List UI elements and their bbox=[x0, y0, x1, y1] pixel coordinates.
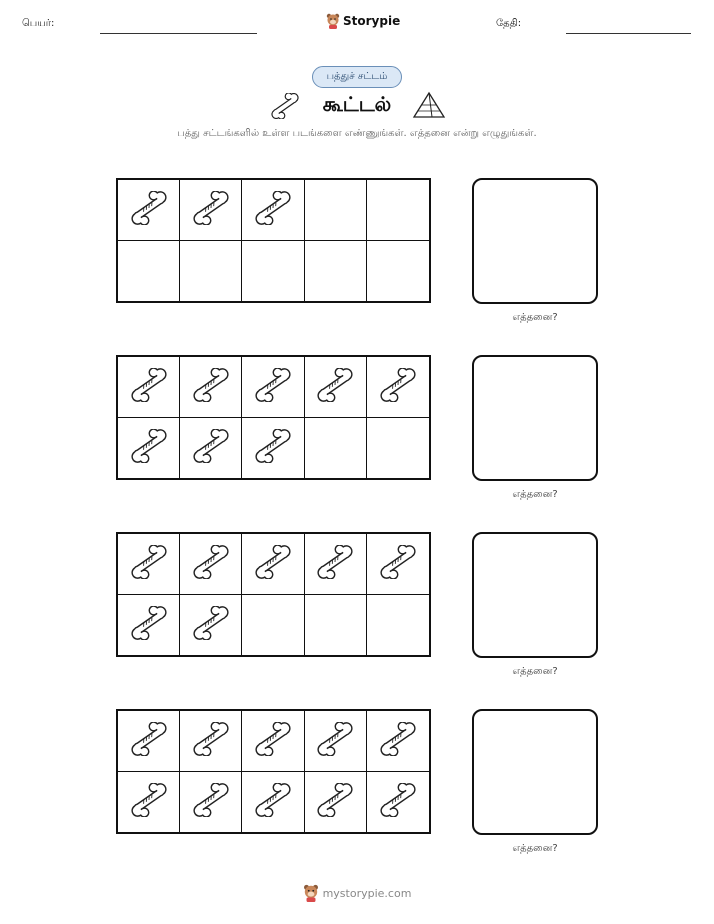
bear-logo-icon bbox=[303, 884, 319, 902]
bone-icon bbox=[127, 368, 171, 406]
bone-icon bbox=[189, 368, 233, 406]
answer-box-2[interactable] bbox=[472, 355, 598, 481]
bone-icon bbox=[189, 545, 233, 583]
frame-cell bbox=[180, 241, 242, 302]
frame-cell bbox=[118, 180, 180, 241]
bone-icon bbox=[189, 722, 233, 760]
frame-cell bbox=[180, 534, 242, 595]
bone-icon bbox=[189, 429, 233, 467]
title-row bbox=[0, 90, 714, 122]
frame-cell bbox=[305, 534, 367, 595]
bone-icon bbox=[189, 191, 233, 229]
bone-icon bbox=[251, 783, 295, 821]
frame-cell bbox=[180, 772, 242, 833]
frame-cell bbox=[118, 595, 180, 656]
frame-cell bbox=[367, 534, 429, 595]
frame-cell bbox=[367, 180, 429, 241]
answer-label-2: எத்தனை? bbox=[512, 489, 558, 500]
bone-icon bbox=[127, 783, 171, 821]
ten-frame-2 bbox=[116, 355, 431, 480]
frame-cell bbox=[367, 711, 429, 772]
brand bbox=[326, 13, 400, 29]
frame-cell bbox=[367, 357, 429, 418]
bone-icon bbox=[251, 722, 295, 760]
answer-box-3[interactable] bbox=[472, 532, 598, 658]
frame-cell bbox=[180, 595, 242, 656]
frame-cell bbox=[118, 772, 180, 833]
bone-icon bbox=[376, 722, 420, 760]
frame-cell bbox=[180, 180, 242, 241]
date-label: தேதி: bbox=[496, 18, 522, 29]
bone-icon bbox=[251, 368, 295, 406]
answer-label-1: எத்தனை? bbox=[512, 312, 558, 323]
frame-cell bbox=[180, 418, 242, 479]
answer-box-4[interactable] bbox=[472, 709, 598, 835]
frame-cell bbox=[367, 241, 429, 302]
bone-icon bbox=[189, 606, 233, 644]
frame-cell bbox=[118, 357, 180, 418]
frame-cell bbox=[367, 418, 429, 479]
date-line bbox=[566, 33, 691, 34]
bone-icon bbox=[313, 783, 357, 821]
frame-cell bbox=[242, 180, 304, 241]
ten-frame-1 bbox=[116, 178, 431, 303]
frame-cell bbox=[180, 357, 242, 418]
page-footer bbox=[0, 884, 714, 902]
ten-frame-badge bbox=[312, 66, 402, 88]
frame-cell bbox=[242, 357, 304, 418]
bone-icon bbox=[127, 722, 171, 760]
bone-icon bbox=[127, 545, 171, 583]
bone-icon bbox=[313, 368, 357, 406]
bone-icon bbox=[376, 783, 420, 821]
answer-label-3: எத்தனை? bbox=[512, 666, 558, 677]
frame-cell bbox=[367, 772, 429, 833]
frame-cell bbox=[118, 418, 180, 479]
pyramid-icon bbox=[412, 91, 446, 119]
frame-cell bbox=[305, 595, 367, 656]
answer-label-4: எத்தனை? bbox=[512, 843, 558, 854]
page-header bbox=[0, 0, 714, 50]
frame-cell bbox=[242, 534, 304, 595]
bone-icon bbox=[376, 368, 420, 406]
bone-icon bbox=[313, 545, 357, 583]
page-title: கூட்டல் bbox=[322, 92, 392, 116]
ten-frame-3 bbox=[116, 532, 431, 657]
frame-cell bbox=[305, 180, 367, 241]
bone-icon bbox=[313, 722, 357, 760]
frame-cell bbox=[305, 772, 367, 833]
frame-cell bbox=[305, 241, 367, 302]
frame-cell bbox=[305, 711, 367, 772]
frame-cell bbox=[305, 357, 367, 418]
name-label: பெயர்: bbox=[22, 18, 55, 29]
badge-label: பத்துச் சட்டம் bbox=[326, 71, 388, 82]
frame-cell bbox=[180, 711, 242, 772]
frame-cell bbox=[242, 711, 304, 772]
frame-cell bbox=[242, 595, 304, 656]
bone-icon bbox=[251, 191, 295, 229]
brand-name: Storypie bbox=[343, 14, 401, 28]
bear-logo-icon bbox=[326, 13, 340, 29]
frame-cell bbox=[118, 534, 180, 595]
frame-cell bbox=[242, 418, 304, 479]
instruction-text: பத்து சட்டங்களில் உள்ள படங்களை எண்ணுங்கள். எத்தனை என்று எழுதுங்கள். bbox=[177, 128, 537, 139]
footer-site: mystorypie.com bbox=[322, 886, 412, 900]
frame-cell bbox=[242, 772, 304, 833]
frame-cell bbox=[242, 241, 304, 302]
name-line bbox=[100, 33, 257, 34]
frame-cell bbox=[118, 711, 180, 772]
bone-icon bbox=[127, 191, 171, 229]
answer-box-1[interactable] bbox=[472, 178, 598, 304]
frame-cell bbox=[367, 595, 429, 656]
bone-icon bbox=[189, 783, 233, 821]
bone-icon bbox=[251, 429, 295, 467]
ten-frame-4 bbox=[116, 709, 431, 834]
frame-cell bbox=[118, 241, 180, 302]
bone-icon bbox=[251, 545, 295, 583]
frame-cell bbox=[305, 418, 367, 479]
bone-icon bbox=[376, 545, 420, 583]
bone-icon bbox=[127, 429, 171, 467]
bone-icon bbox=[127, 606, 171, 644]
